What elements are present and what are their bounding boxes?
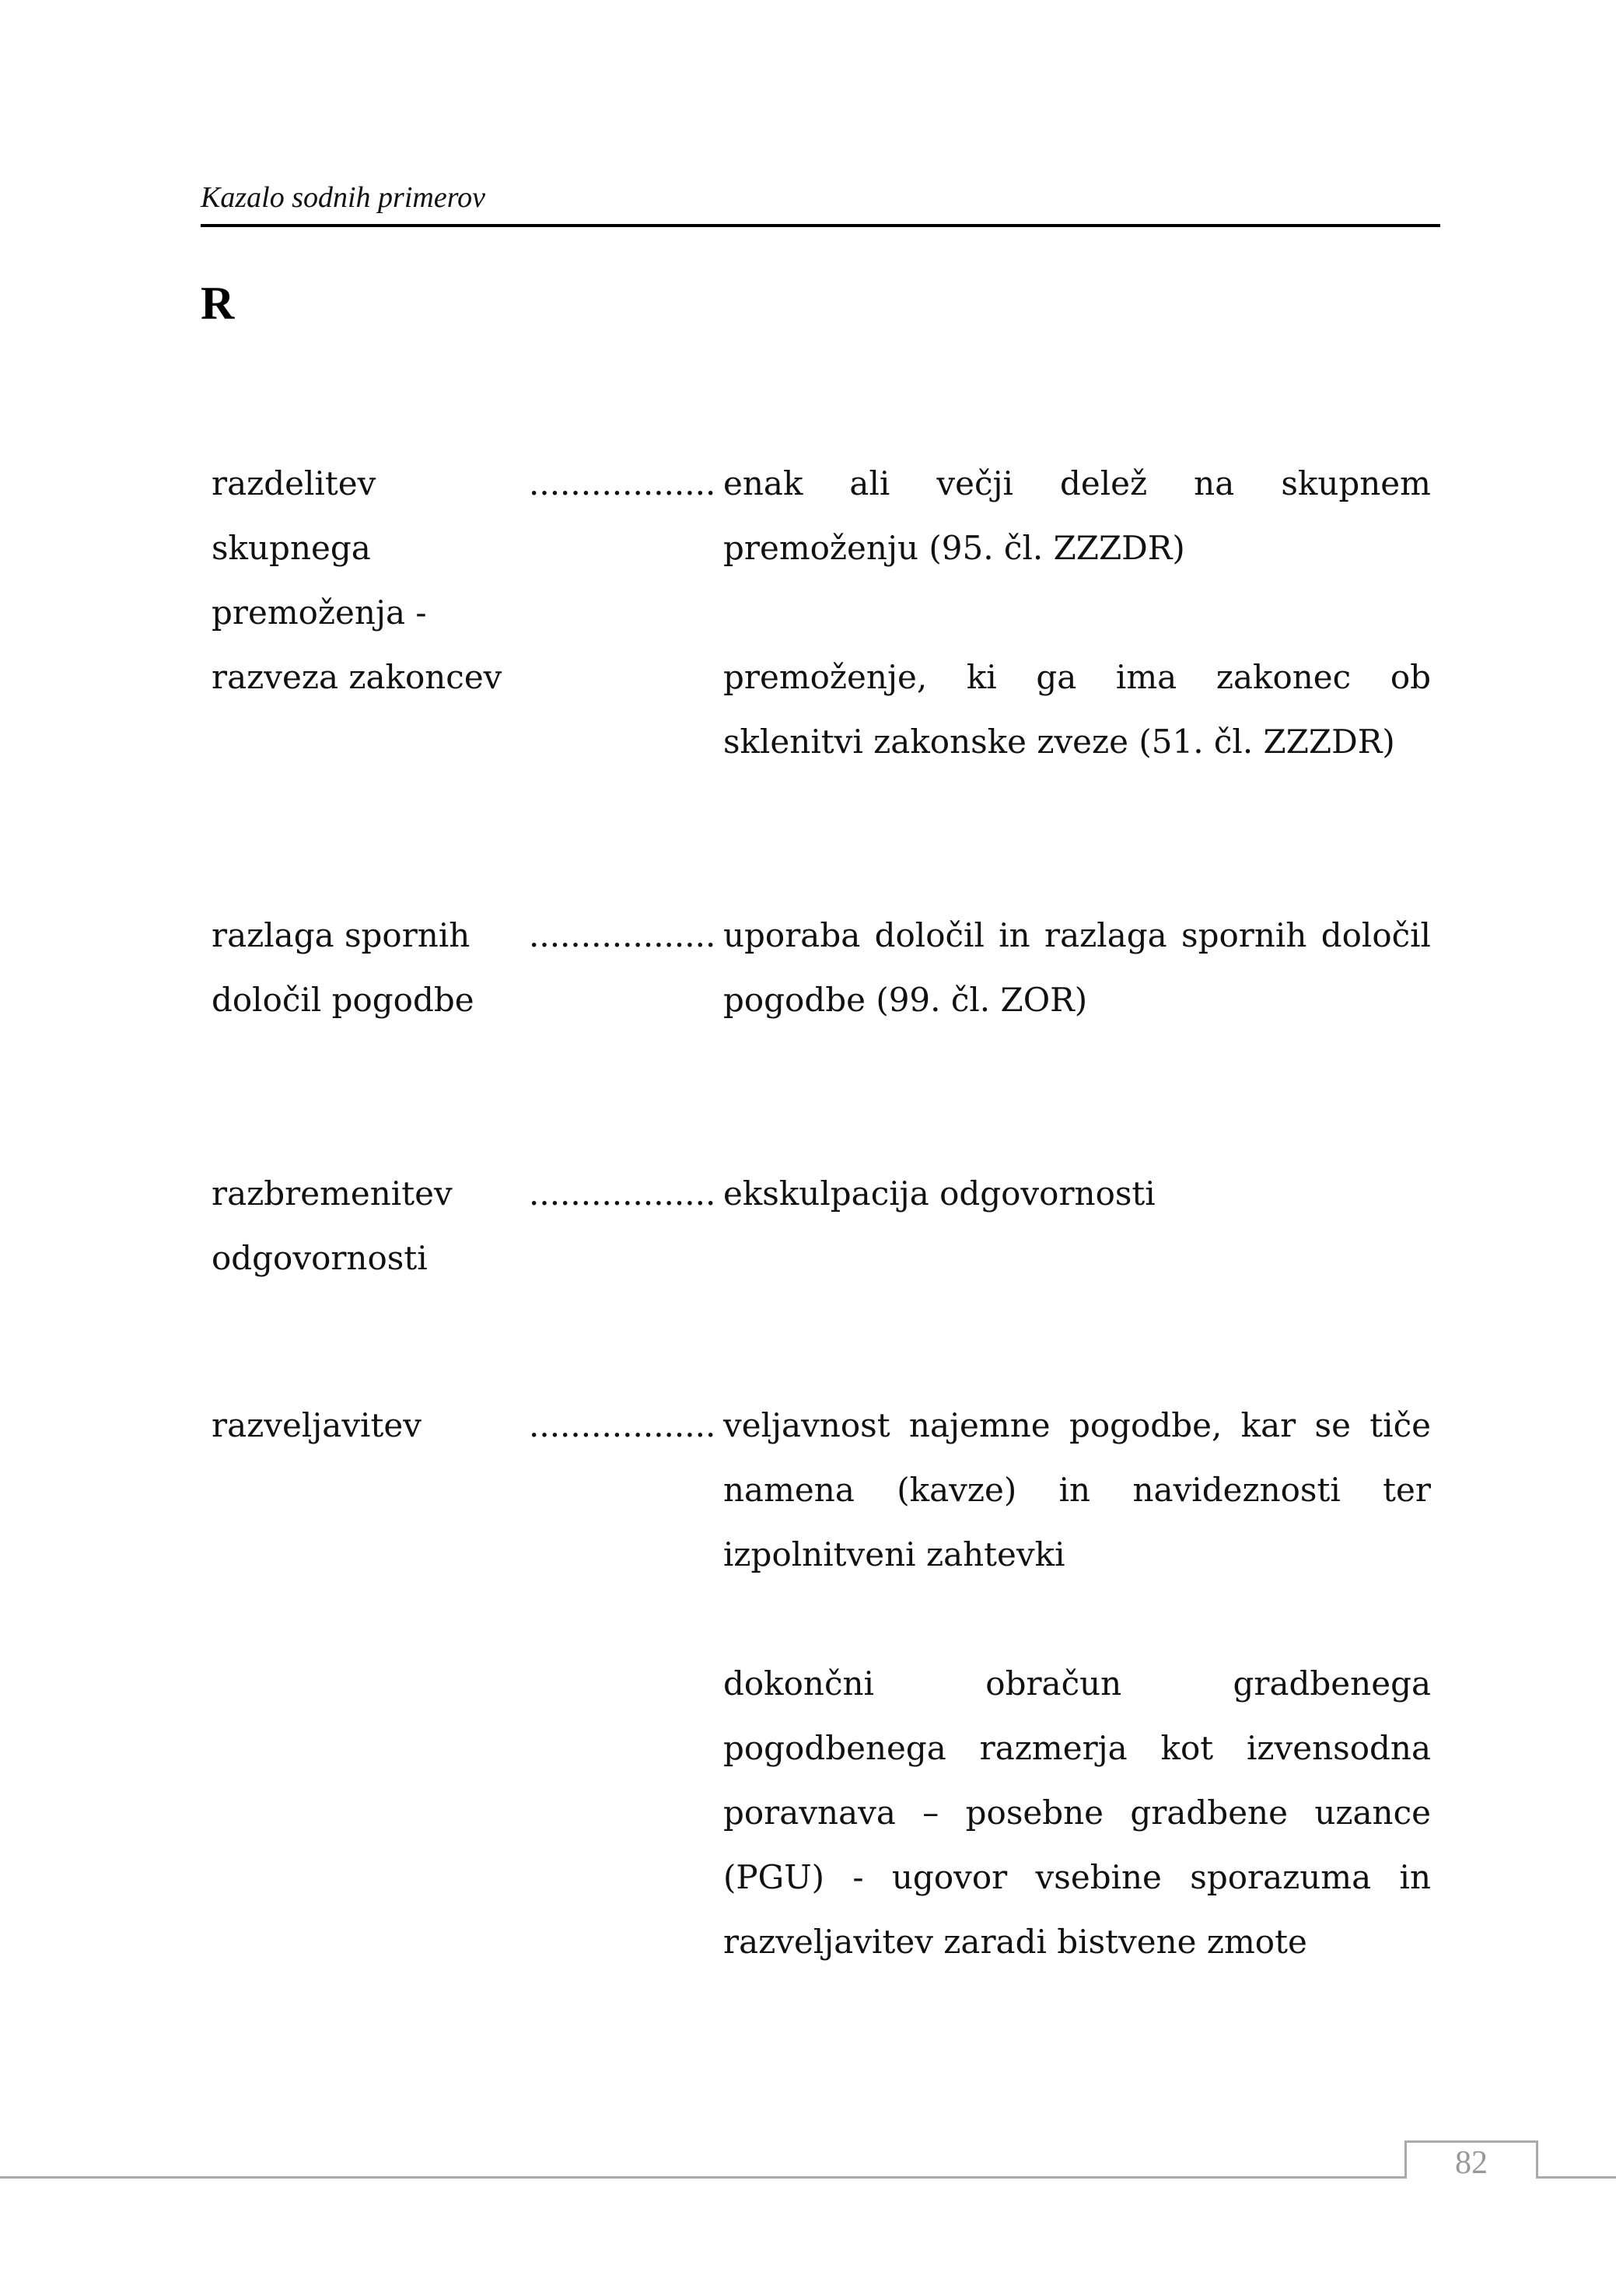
- entry-definitions: [723, 451, 1431, 774]
- entry-term: [212, 451, 507, 709]
- term-line: razveza zakoncev: [212, 658, 502, 696]
- term-line: razlaga spornih: [212, 916, 470, 954]
- term-line: določil pogodbe: [212, 981, 474, 1019]
- entry-definition: veljavnost najemne pogodbe, kar se tiče namena (kavze) in navideznosti ter izpolnitveni zahtevki: [723, 1406, 1431, 1573]
- section-letter: R: [201, 278, 235, 329]
- footer-rule: [0, 2176, 1616, 2179]
- header-rule: [201, 224, 1440, 227]
- page-number-tab: [1404, 2140, 1538, 2179]
- entry-term: [212, 1161, 507, 1290]
- dot-leader: ..................: [529, 464, 716, 502]
- index-entries: [212, 451, 1431, 1974]
- entry-term: [212, 1393, 507, 1458]
- entry-definition: uporaba določil in razlaga spornih določil pogodbe (99. čl. ZOR): [723, 916, 1431, 1019]
- index-entry: [212, 1161, 1431, 1277]
- entry-definition: enak ali večji delež na skupnem premoženju (95. čl. ZZZDR): [723, 464, 1431, 567]
- index-entry: [212, 451, 1431, 774]
- entry-definition: premoženje, ki ga ima zakonec ob sklenitvi zakonske zveze (51. čl. ZZZDR): [723, 658, 1431, 761]
- term-line: odgovornosti: [212, 1239, 428, 1277]
- term-line: razdelitev: [212, 464, 376, 502]
- term-line: skupnega: [212, 529, 371, 567]
- running-header: Kazalo sodnih primerov: [201, 181, 485, 214]
- entry-definitions: [723, 1161, 1431, 1226]
- term-line: premoženja -: [212, 593, 427, 632]
- dot-leader: ..................: [529, 1406, 716, 1444]
- entry-term: [212, 903, 507, 1032]
- entry-definitions: [723, 903, 1431, 1032]
- index-entry: [212, 1393, 1431, 1974]
- page-number: 82: [1455, 2145, 1488, 2181]
- dot-leader: ..................: [529, 1174, 716, 1213]
- entry-definition: dokončni obračun gradbenega pogodbenega razmerja kot izvensodna poravnava – posebne gradbene uzance (PGU) - ugovor vsebine sporazuma in razveljavitev zaradi bistvene zmote: [723, 1664, 1431, 1961]
- entry-definition: ekskulpacija odgovornosti: [723, 1174, 1156, 1213]
- term-line: razveljavitev: [212, 1406, 421, 1444]
- entry-definitions: [723, 1393, 1431, 1974]
- index-entry: [212, 903, 1431, 1032]
- term-line: razbremenitev: [212, 1174, 453, 1213]
- dot-leader: ..................: [529, 916, 716, 954]
